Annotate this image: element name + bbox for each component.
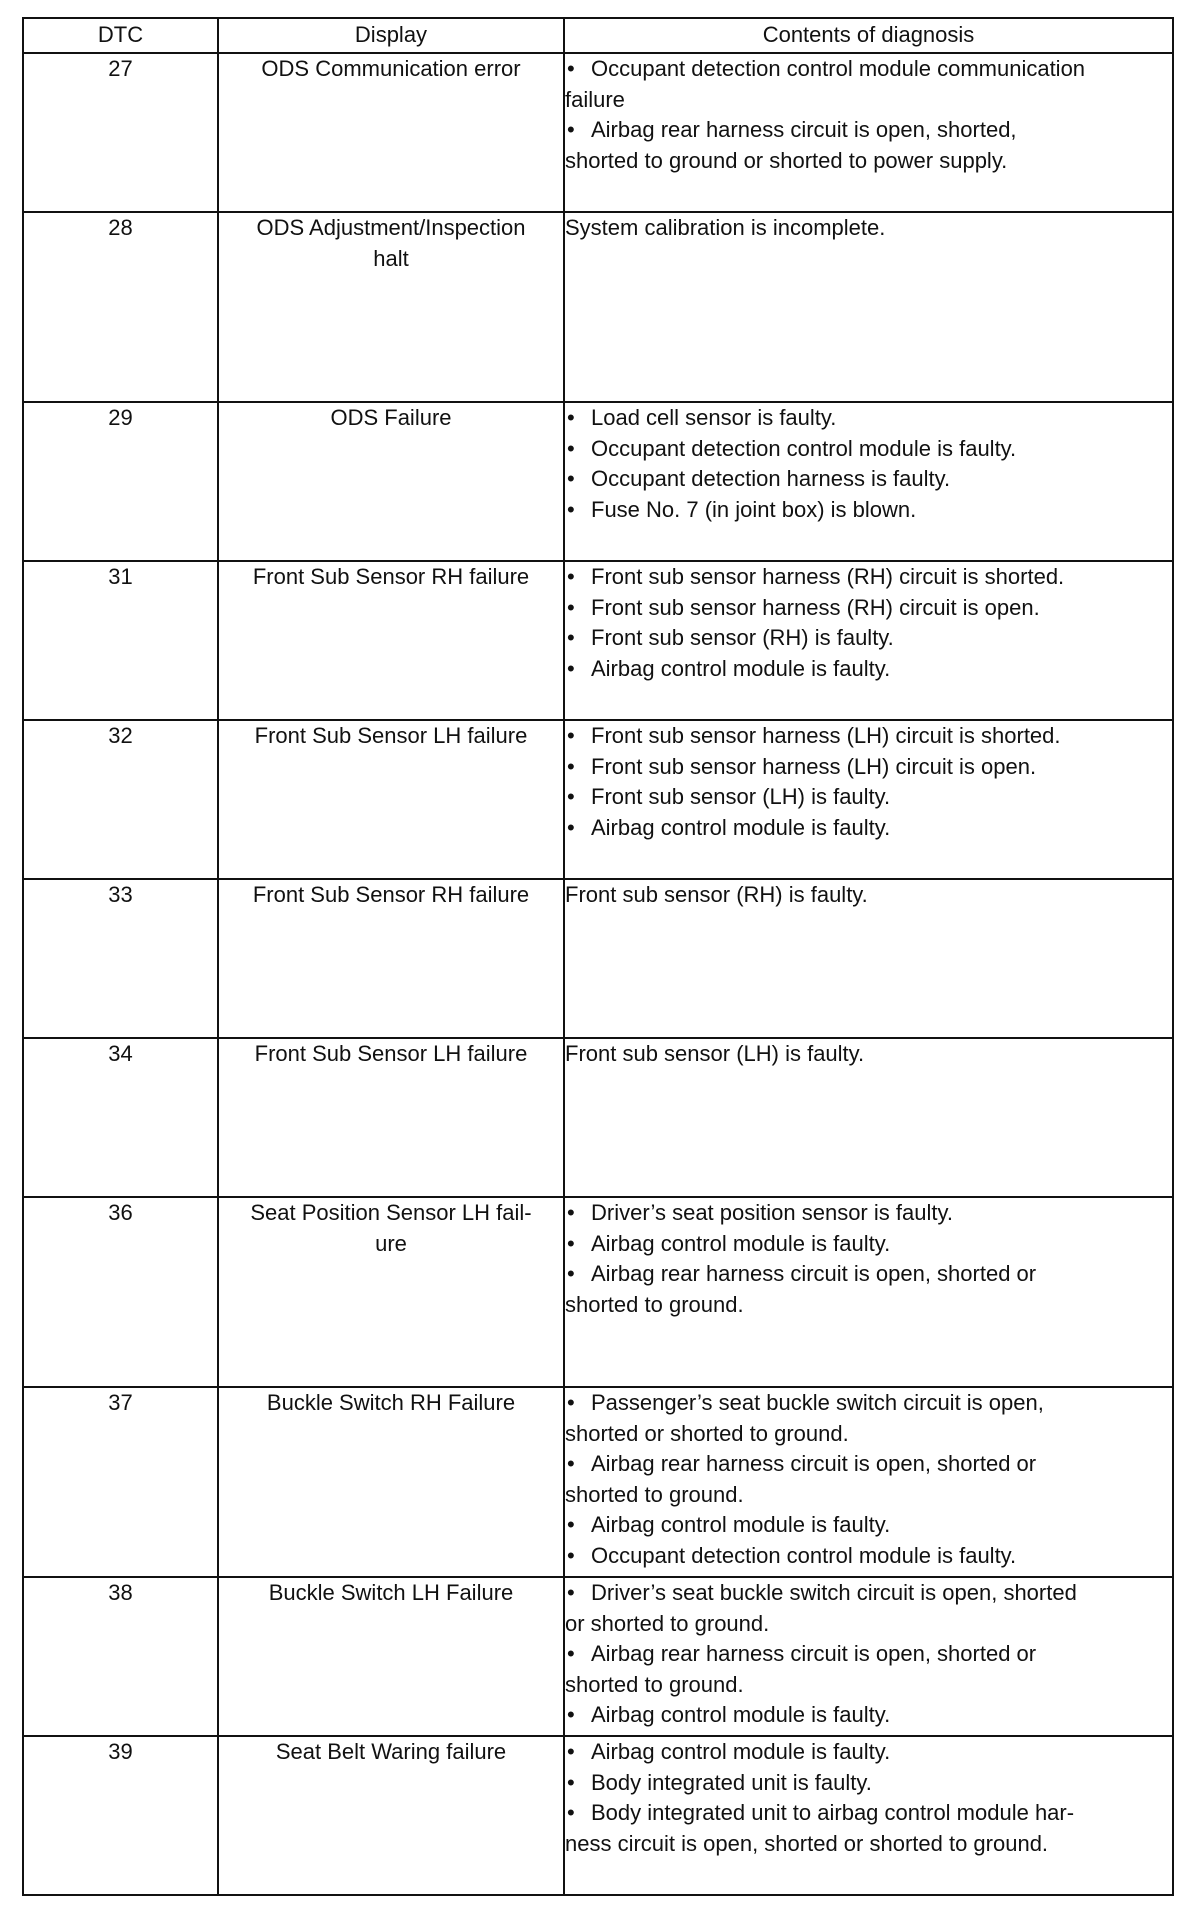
diagnosis-line: • Driver’s seat buckle switch circuit is open, shorted xyxy=(565,1578,1172,1609)
display-text: Front Sub Sensor LH failure xyxy=(218,720,564,879)
table-row xyxy=(23,402,1173,561)
bullet-icon: • xyxy=(567,1261,575,1286)
bullet-icon: • xyxy=(567,753,575,779)
bullet-icon: • xyxy=(567,723,575,748)
diagnosis-line: Front sub sensor (LH) is faulty. xyxy=(565,1041,865,1066)
diagnosis-line: failure xyxy=(565,86,625,112)
dtc-table xyxy=(22,17,1174,1896)
header-contents: Contents of diagnosis xyxy=(564,18,1173,53)
display-text: Front Sub Sensor RH failure xyxy=(218,879,564,1038)
diagnosis-contents xyxy=(564,1038,1173,1197)
bullet-icon: • xyxy=(567,814,575,840)
diagnosis-line: • Driver’s seat position sensor is faulty. xyxy=(565,1198,1172,1229)
display-text: ODS Adjustment/Inspection halt xyxy=(218,212,564,402)
diagnosis-line: • Body integrated unit is faulty. xyxy=(565,1768,1172,1799)
diagnosis-line: • Front sub sensor harness (LH) circuit is open. xyxy=(565,752,1172,783)
header-display: Display xyxy=(218,18,564,53)
bullet-icon: • xyxy=(567,1702,575,1727)
table-row xyxy=(23,1387,1173,1577)
bullet-icon: • xyxy=(567,564,575,589)
bullet-icon: • xyxy=(567,1580,575,1605)
bullet-icon: • xyxy=(567,1800,575,1825)
diagnosis-line: Front sub sensor (RH) is faulty. xyxy=(565,882,868,907)
diagnosis-line: • Body integrated unit to airbag control module har- xyxy=(565,1798,1172,1829)
table-row xyxy=(23,1577,1173,1736)
diagnosis-line: • Airbag control module is faulty. xyxy=(565,1510,1172,1541)
diagnosis-line: • Front sub sensor harness (RH) circuit is shorted. xyxy=(565,562,1172,593)
table-row xyxy=(23,1038,1173,1197)
diagnosis-line: • Occupant detection control module is faulty. xyxy=(565,1541,1172,1572)
display-text: Front Sub Sensor LH failure xyxy=(218,1038,564,1197)
diagnosis-line: • Airbag control module is faulty. xyxy=(565,1737,1172,1768)
diagnosis-line: shorted to ground or shorted to power supply. xyxy=(565,147,1008,173)
diagnosis-line: shorted or shorted to ground. xyxy=(565,1420,849,1446)
diagnosis-contents xyxy=(564,53,1173,212)
dtc-code: 36 xyxy=(23,1197,218,1387)
table-row xyxy=(23,720,1173,879)
diagnosis-line: • Airbag rear harness circuit is open, shorted or xyxy=(565,1259,1172,1290)
bullet-icon: • xyxy=(567,1451,575,1476)
diagnosis-line: shorted to ground. xyxy=(565,1481,744,1507)
diagnosis-line: • Airbag control module is faulty. xyxy=(565,1700,1172,1731)
bullet-icon: • xyxy=(567,1769,575,1795)
diagnosis-line: • Occupant detection control module is faulty. xyxy=(565,434,1172,465)
bullet-icon: • xyxy=(567,1641,575,1666)
dtc-code: 38 xyxy=(23,1577,218,1736)
diagnosis-line: • Airbag rear harness circuit is open, shorted or xyxy=(565,1449,1172,1480)
dtc-code: 37 xyxy=(23,1387,218,1577)
diagnosis-line: shorted to ground. xyxy=(565,1291,744,1317)
table-row xyxy=(23,1197,1173,1387)
dtc-code: 29 xyxy=(23,402,218,561)
table-row xyxy=(23,1736,1173,1895)
diagnosis-line: shorted to ground. xyxy=(565,1671,744,1697)
header-row xyxy=(23,18,1173,53)
display-text: Front Sub Sensor RH failure xyxy=(218,561,564,720)
dtc-code: 33 xyxy=(23,879,218,1038)
dtc-code: 28 xyxy=(23,212,218,402)
diagnosis-line: System calibration is incomplete. xyxy=(565,215,886,240)
table-header xyxy=(23,18,1173,53)
diagnosis-line: ness circuit is open, shorted or shorted to ground. xyxy=(565,1830,1049,1856)
diagnosis-line: • Passenger’s seat buckle switch circuit is open, xyxy=(565,1388,1172,1419)
bullet-icon: • xyxy=(567,56,575,81)
diagnosis-contents xyxy=(564,1197,1173,1387)
diagnosis-line: • Airbag rear harness circuit is open, shorted, xyxy=(565,115,1172,146)
dtc-code: 27 xyxy=(23,53,218,212)
diagnosis-contents xyxy=(564,879,1173,1038)
table-row xyxy=(23,879,1173,1038)
display-text: Seat Position Sensor LH fail- ure xyxy=(218,1197,564,1387)
diagnosis-contents xyxy=(564,1736,1173,1895)
dtc-code: 31 xyxy=(23,561,218,720)
dtc-code: 39 xyxy=(23,1736,218,1895)
bullet-icon: • xyxy=(567,594,575,620)
dtc-code: 34 xyxy=(23,1038,218,1197)
diagnosis-line: • Fuse No. 7 (in joint box) is blown. xyxy=(565,495,1172,526)
bullet-icon: • xyxy=(567,1200,575,1225)
display-text: ODS Failure xyxy=(218,402,564,561)
bullet-icon: • xyxy=(567,1390,575,1415)
bullet-icon: • xyxy=(567,466,575,491)
display-text: ODS Communication error xyxy=(218,53,564,212)
diagnosis-contents xyxy=(564,1387,1173,1577)
diagnosis-contents xyxy=(564,1577,1173,1736)
diagnosis-line: • Occupant detection control module communication xyxy=(565,54,1172,85)
bullet-icon: • xyxy=(567,1230,575,1256)
diagnosis-line: • Front sub sensor (LH) is faulty. xyxy=(565,782,1172,813)
diagnosis-line: • Airbag control module is faulty. xyxy=(565,654,1172,685)
table-row xyxy=(23,212,1173,402)
diagnosis-line: • Airbag rear harness circuit is open, shorted or xyxy=(565,1639,1172,1670)
bullet-icon: • xyxy=(567,784,575,809)
bullet-icon: • xyxy=(567,625,575,650)
diagnosis-line: • Front sub sensor (RH) is faulty. xyxy=(565,623,1172,654)
bullet-icon: • xyxy=(567,405,575,430)
bullet-icon: • xyxy=(567,117,575,142)
bullet-icon: • xyxy=(567,1512,575,1537)
diagnosis-contents xyxy=(564,402,1173,561)
table-row xyxy=(23,53,1173,212)
display-text: Buckle Switch LH Failure xyxy=(218,1577,564,1736)
display-text: Seat Belt Waring failure xyxy=(218,1736,564,1895)
table-row xyxy=(23,561,1173,720)
display-text: Buckle Switch RH Failure xyxy=(218,1387,564,1577)
header-dtc: DTC xyxy=(23,18,218,53)
bullet-icon: • xyxy=(567,655,575,681)
diagnosis-line: • Airbag control module is faulty. xyxy=(565,813,1172,844)
bullet-icon: • xyxy=(567,496,575,522)
bullet-icon: • xyxy=(567,1542,575,1568)
diagnosis-line: or shorted to ground. xyxy=(565,1610,770,1636)
diagnosis-contents xyxy=(564,212,1173,402)
diagnosis-contents xyxy=(564,561,1173,720)
diagnosis-line: • Airbag control module is faulty. xyxy=(565,1229,1172,1260)
dtc-code: 32 xyxy=(23,720,218,879)
diagnosis-contents xyxy=(564,720,1173,879)
bullet-icon: • xyxy=(567,435,575,461)
diagnosis-line: • Front sub sensor harness (LH) circuit is shorted. xyxy=(565,721,1172,752)
diagnosis-line: • Occupant detection harness is faulty. xyxy=(565,464,1172,495)
diagnosis-line: • Load cell sensor is faulty. xyxy=(565,403,1172,434)
diagnosis-line: • Front sub sensor harness (RH) circuit is open. xyxy=(565,593,1172,624)
bullet-icon: • xyxy=(567,1739,575,1764)
table-body xyxy=(23,53,1173,1895)
